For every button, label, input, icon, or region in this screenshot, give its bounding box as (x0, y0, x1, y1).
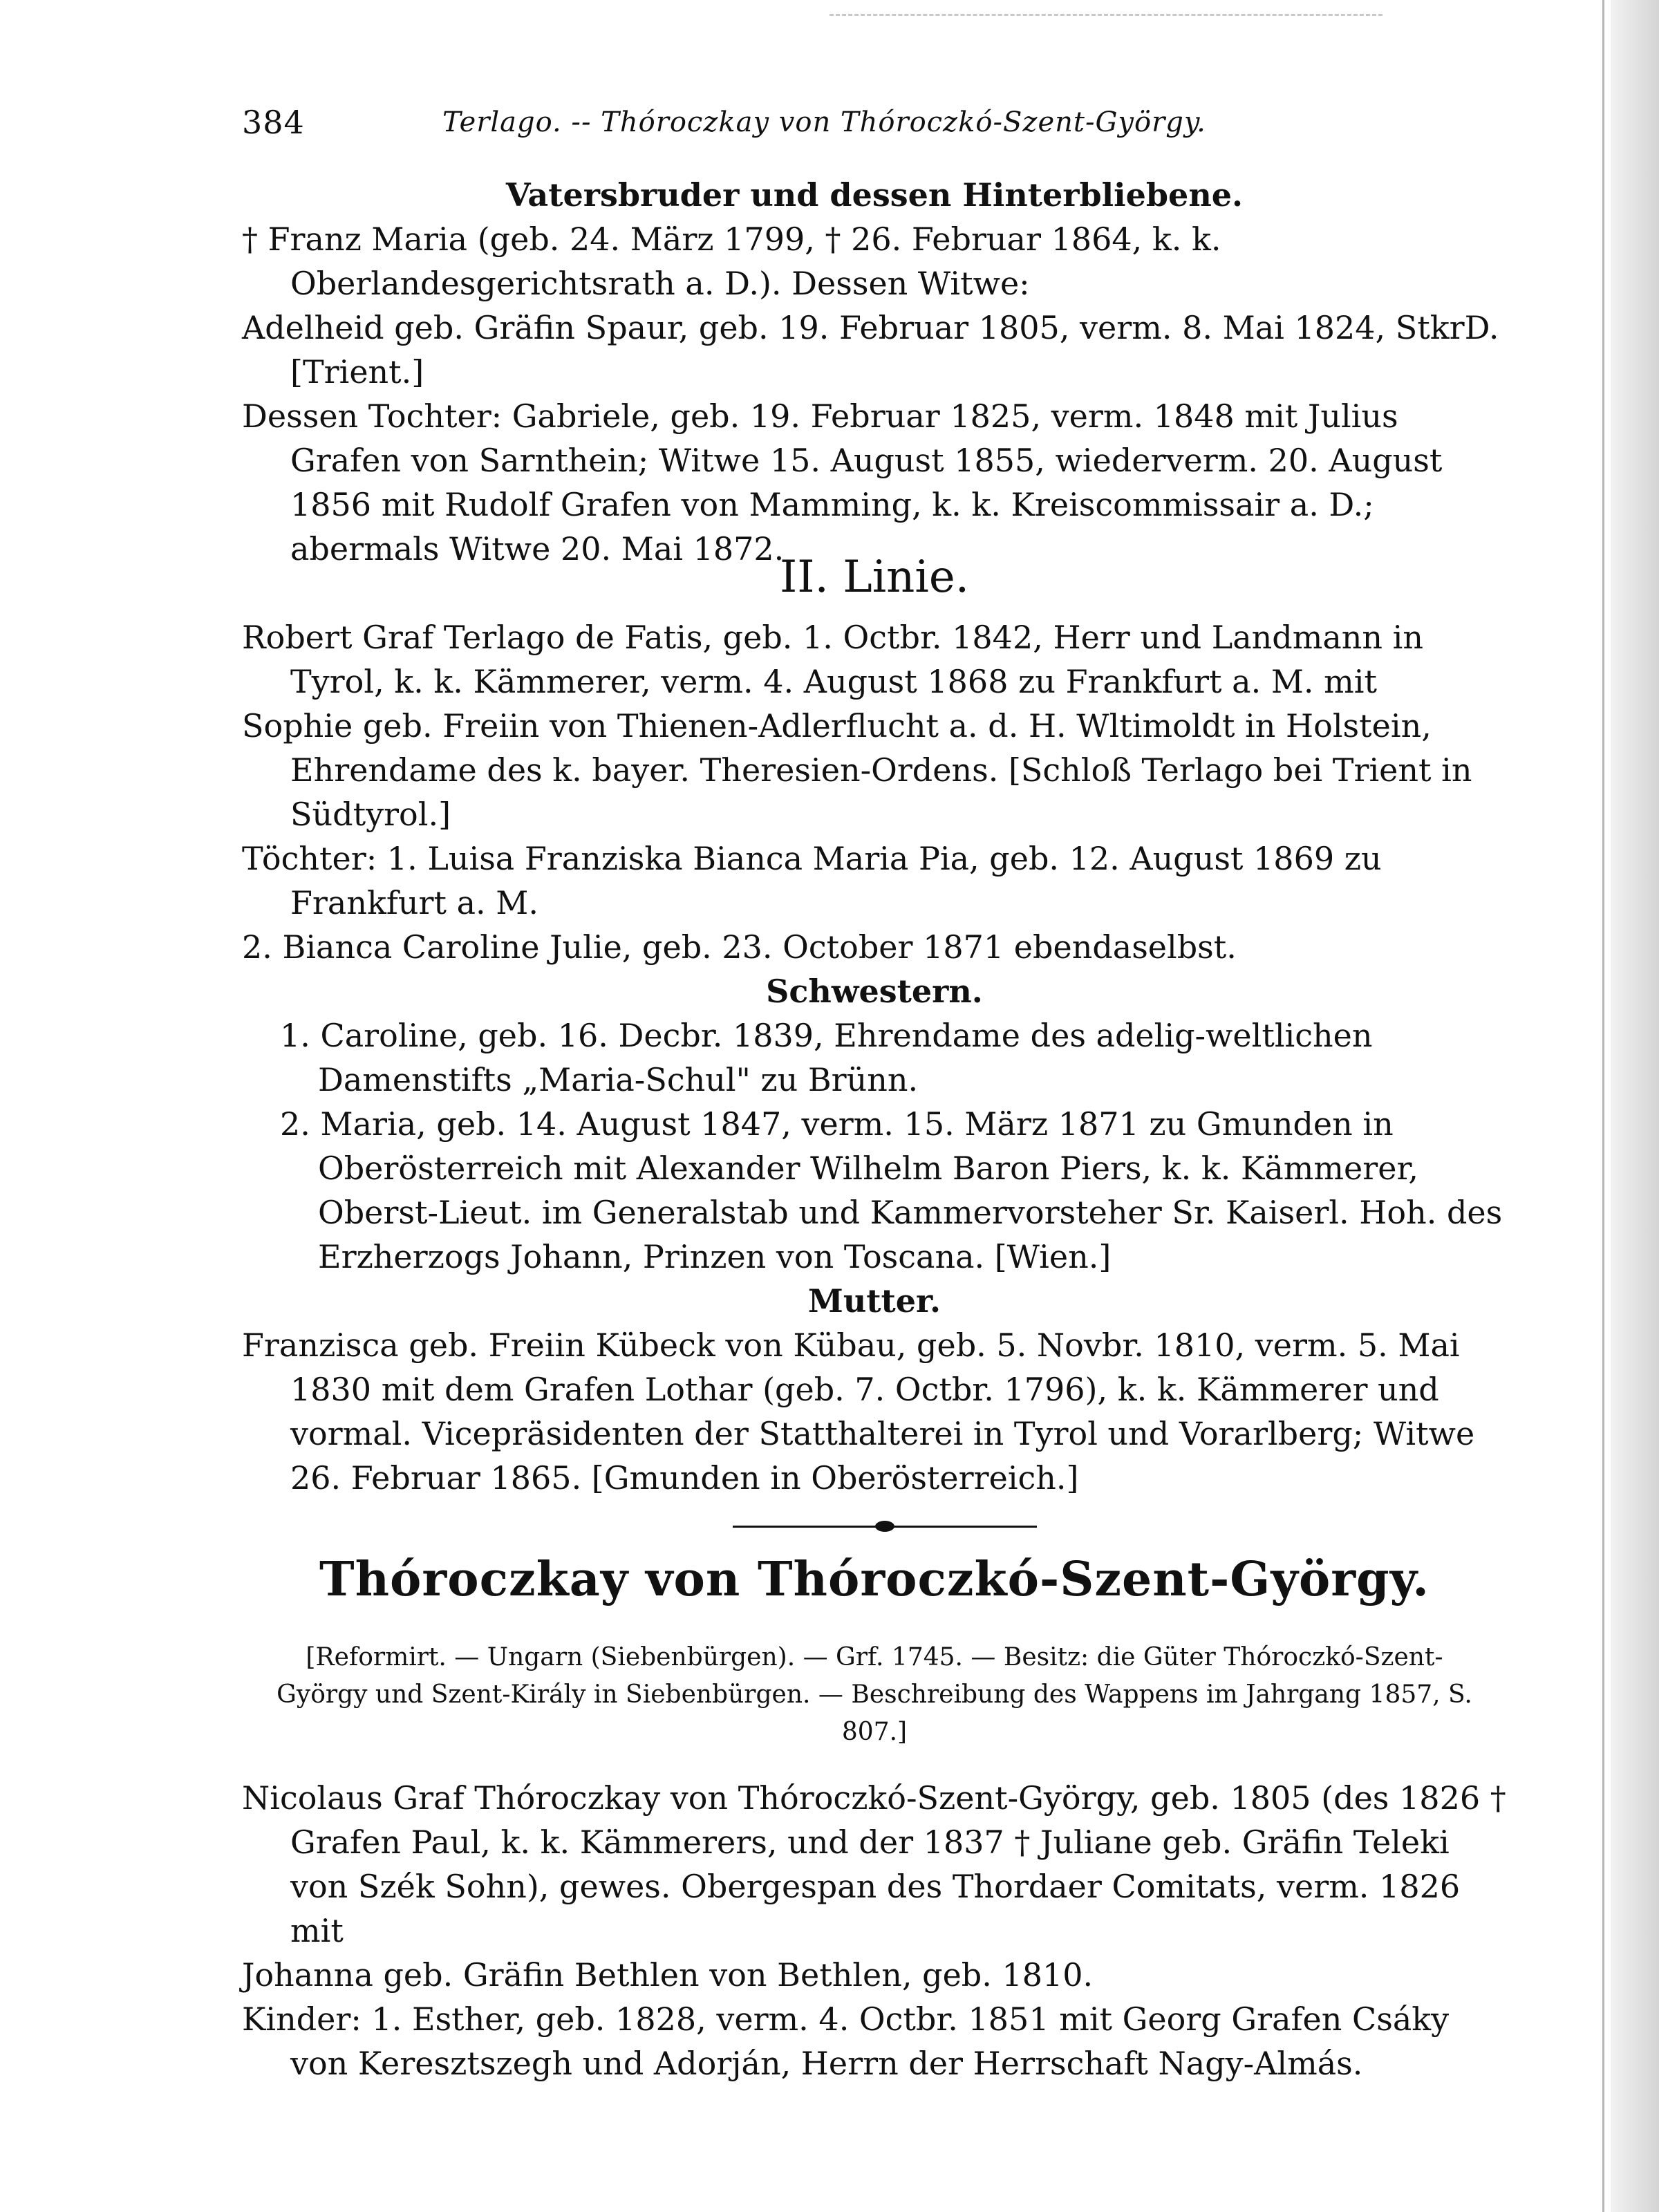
entry-johanna: Johanna geb. Gräfin Bethlen von Bethlen, geb. 1810. (242, 1956, 1094, 1994)
section-heading: Vatersbruder und dessen Hinterbliebene. (505, 176, 1244, 214)
entry-sophie: Sophie geb. Freiin von Thienen-Adlerflucht a. d. H. Wltimoldt in Holstein, Ehrendame des k. bayer. Theresien-Ordens. [Schloß Terlago bei Trient in Südtyrol.] (242, 707, 1472, 833)
entry-bianca: 2. Bianca Caroline Julie, geb. 23. October 1871 ebendaselbst. (242, 928, 1237, 966)
adjacent-page-edge (1611, 0, 1659, 2212)
entry-daughters: Töchter: 1. Luisa Franziska Bianca Maria Pia, geb. 12. August 1869 zu Frankfurt a. M. (242, 840, 1382, 921)
page-number: 384 (242, 104, 305, 141)
entry-adelheid: Adelheid geb. Gräfin Spaur, geb. 19. Februar 1805, verm. 8. Mai 1824, StkrD. [Trient.] (242, 309, 1499, 391)
section-uncle (242, 173, 1507, 571)
entry-mother-franzisca: Franzisca geb. Freiin Kübeck von Kübau, geb. 5. Novbr. 1810, verm. 5. Mai 1830 mit dem Grafen Lothar (geb. 7. Octbr. 1796), k. k. Kämmerer und vormal. Vicepräsidenten der Statthalterei in Tyrol und Vorarlberg; Witwe 26. Februar 1865. [Gmunden in Oberösterreich.] (242, 1327, 1475, 1497)
subheading-sisters: Schwestern. (766, 973, 983, 1010)
scan-artifact-dashes (830, 14, 1382, 16)
section-thoroczkay (242, 1545, 1507, 2086)
running-header (242, 104, 1279, 152)
entry-nicolaus: Nicolaus Graf Thóroczkay von Thóroczkó-Szent-György, geb. 1805 (des 1826 † Grafen Paul, k. k. Kämmerers, und der 1837 † Juliane geb. Gräfin Teleki von Szék Sohn), gewes. Obergespan des Thordaer Comitats, verm. 1826 mit (242, 1779, 1506, 1949)
page-fold-line (1602, 0, 1604, 2212)
section-divider-ornament (733, 1519, 1037, 1533)
entry-sister-caroline: 1. Caroline, geb. 16. Decbr. 1839, Ehrendame des adelig-weltlichen Damenstifts „Maria-Schul" zu Brünn. (280, 1017, 1373, 1098)
entry-sister-maria: 2. Maria, geb. 14. August 1847, verm. 15. März 1871 zu Gmunden in Oberösterreich mit Alexander Wilhelm Baron Piers, k. k. Kämmerer, Oberst-Lieut. im Generalstab und Kammervorsteher Sr. Kaiserl. Hoh. des Erzherzogs Johann, Prinzen von Toscana. [Wien.] (280, 1105, 1503, 1275)
section-second-line (242, 539, 1507, 1500)
family-intro: [Reformirt. — Ungarn (Siebenbürgen). — Grf. 1745. — Besitz: die Güter Thóroczkó-Szent-György und Szent-Király in Siebenbürgen. — Beschreibung des Wappens im Jahrgang 1857, S. 807.] (276, 1643, 1472, 1746)
entry-franz: † Franz Maria (geb. 24. März 1799, † 26. Februar 1864, k. k. Oberlandesgerichtsrath a. D.). Dessen Witwe: (242, 221, 1221, 302)
entry-children: Kinder: 1. Esther, geb. 1828, verm. 4. Octbr. 1851 mit Georg Grafen Csáky von Keresztszegh und Adorján, Herrn der Herrschaft Nagy-Almás. (242, 2000, 1450, 2082)
entry-robert: Robert Graf Terlago de Fatis, geb. 1. Octbr. 1842, Herr und Landmann in Tyrol, k. k. Kämmerer, verm. 4. August 1868 zu Frankfurt a. M. mit (242, 619, 1424, 700)
subheading-mother: Mutter. (807, 1282, 941, 1320)
section-heading: II. Linie. (779, 552, 970, 603)
family-heading: Thóroczkay von Thóroczkó-Szent-György. (319, 1552, 1430, 1607)
entry-daughter-gabriele: Dessen Tochter: Gabriele, geb. 19. Februar 1825, verm. 1848 mit Julius Grafen von Sarnthein; Witwe 15. August 1855, wiederverm. 20. August 1856 mit Rudolf Grafen von Mamming, k. k. Kreiscommissair a. D.; abermals Witwe 20. Mai 1872. (242, 397, 1443, 568)
running-title: Terlago. -- Thóroczkay von Thóroczkó-Szent-György. (442, 106, 1206, 138)
